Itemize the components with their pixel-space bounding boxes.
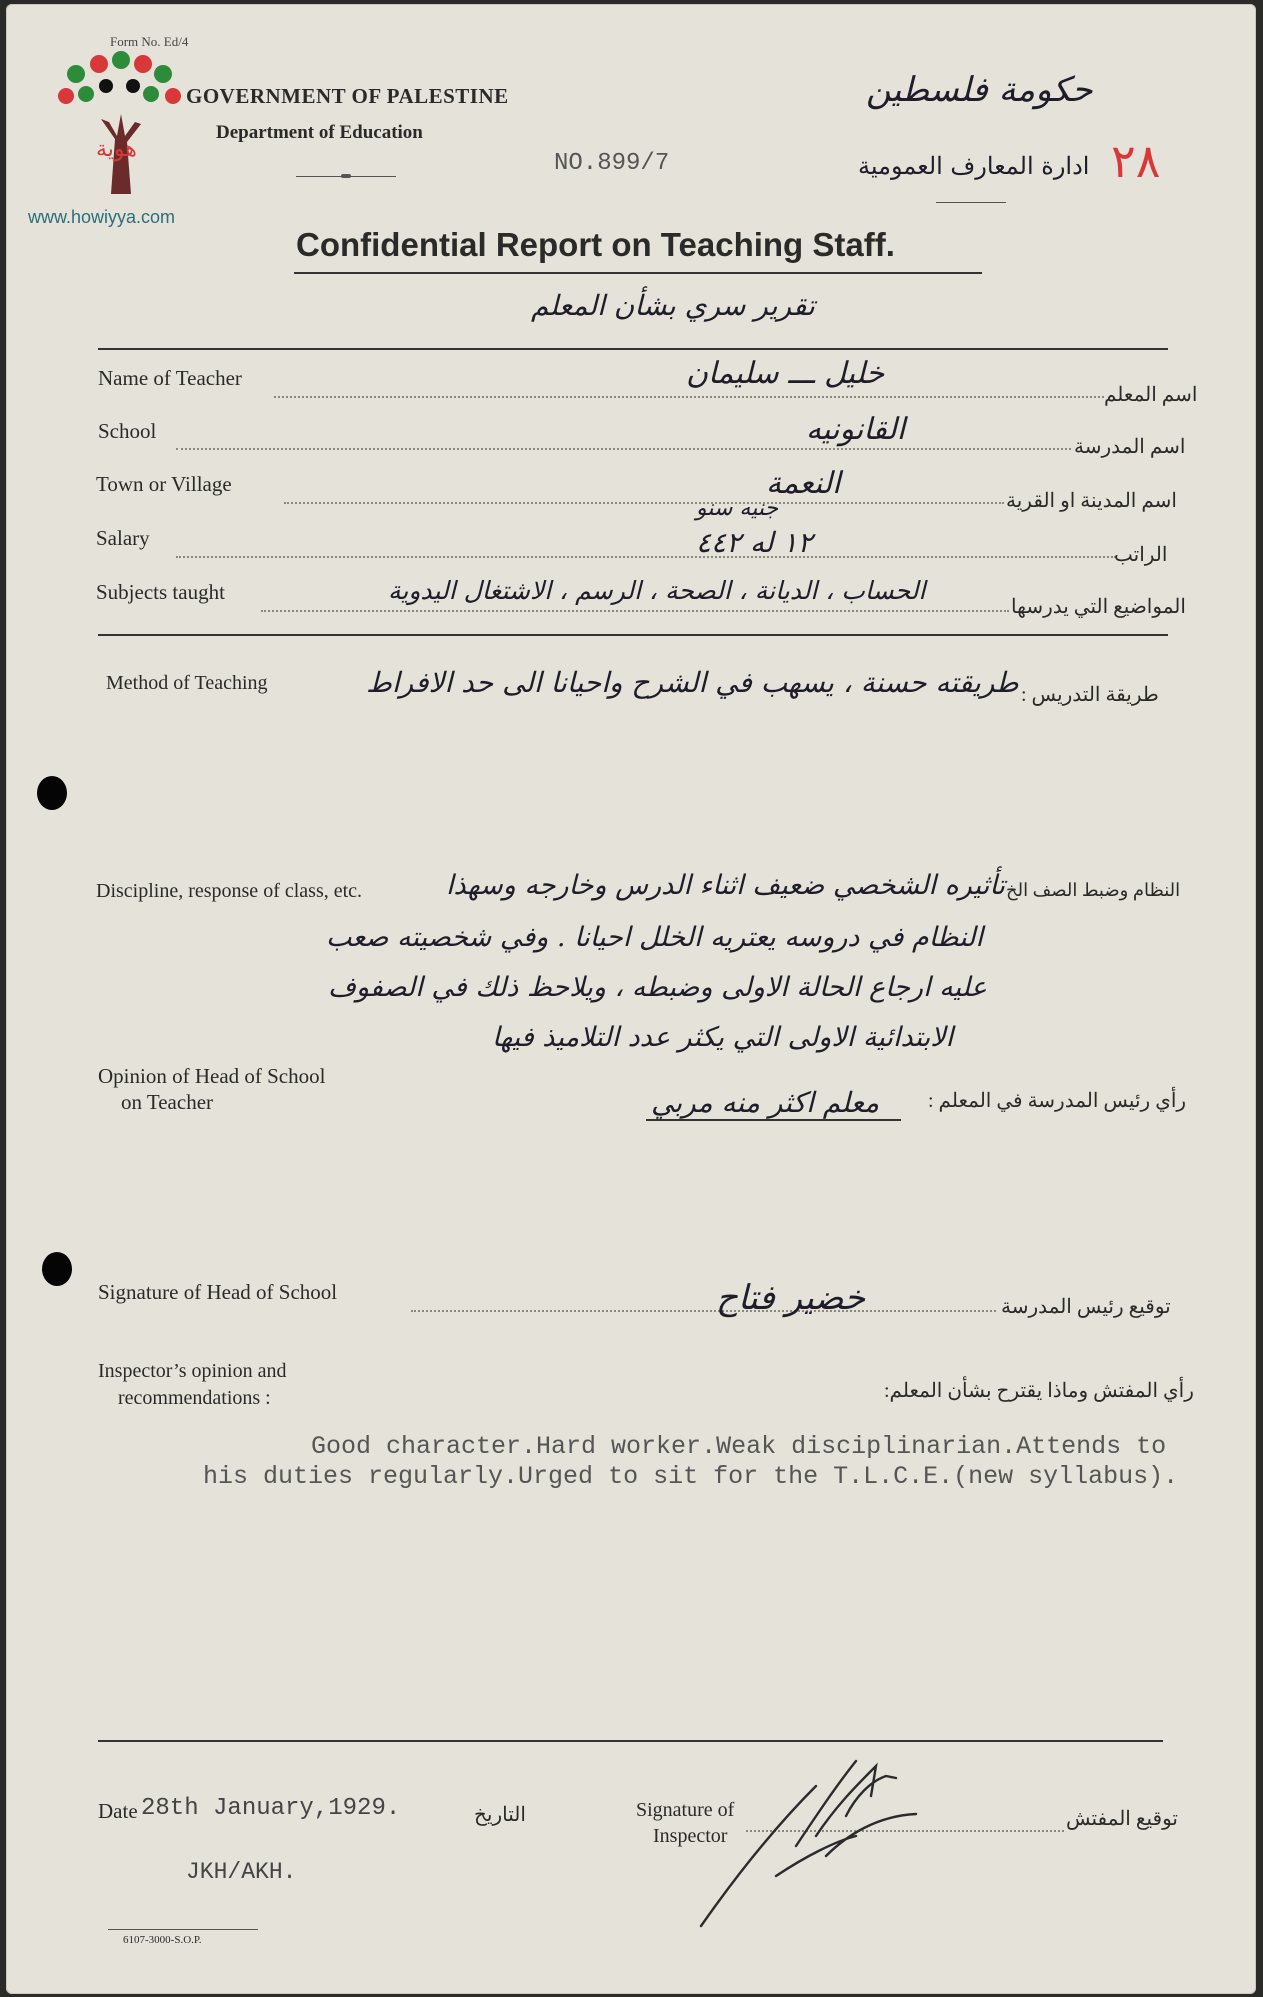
head-signature-line — [411, 1310, 996, 1312]
field-value-school: القانونيه — [806, 412, 906, 447]
inspector-opinion-text-1: Good character.Hard worker.Weak disciplinarian.Attends to — [311, 1432, 1167, 1461]
field-label-school-ar: اسم المدرسة — [1074, 436, 1186, 458]
title-underline — [294, 272, 982, 274]
head-opinion-underline — [646, 1119, 901, 1121]
head-opinion-value: معلم اكثر منه مربي — [651, 1086, 880, 1119]
report-title: Confidential Report on Teaching Staff. — [296, 226, 895, 263]
department-heading: Department of Education — [216, 122, 423, 143]
field-line-name — [274, 396, 1104, 398]
field-line-salary — [176, 556, 1116, 558]
watermark-text: هوية — [96, 137, 137, 162]
field-value-salary: ١٢ له ٤٤٢ — [696, 526, 813, 559]
head-opinion-label: Opinion of Head of School — [98, 1064, 326, 1088]
inspector-signature-label-2: Inspector — [653, 1825, 728, 1847]
inspector-opinion-text-2: his duties regularly.Urged to sit for the T.L.C.E.(new syllabus). — [203, 1462, 1179, 1491]
header-divider-ar — [936, 202, 1006, 203]
field-line-school — [176, 448, 1071, 450]
reference-number: NO.899/7 — [554, 150, 670, 177]
initials: JKH/AKH. — [186, 1859, 297, 1885]
method-label-ar: طريقة التدريس : — [1021, 684, 1159, 706]
header-divider-en — [296, 176, 396, 177]
head-signature-label: Signature of Head of School — [98, 1280, 338, 1304]
date-label: Date — [98, 1799, 138, 1823]
discipline-line-4: الابتدائية الاولى التي يكثر عدد التلاميذ فيها — [492, 1022, 954, 1053]
inspector-opinion-label-ar: رأي المفتش وماذا يقترح بشأن المعلم: — [884, 1380, 1194, 1402]
government-heading: GOVERNMENT OF PALESTINE — [186, 84, 509, 108]
field-line-town — [284, 502, 1004, 504]
head-opinion-label-2: on Teacher — [121, 1090, 214, 1114]
punch-hole-top — [37, 776, 67, 810]
inspector-signature-scribble — [696, 1756, 936, 1931]
method-value: طريقته حسنة ، يسهب في الشرح واحيانا الى حد الافراط — [366, 666, 1019, 699]
field-value-town: النعمة — [766, 466, 841, 501]
section-rule-bottom — [98, 1740, 1163, 1742]
section-rule-fields — [98, 634, 1168, 636]
field-label-town-ar: اسم المدينة او القرية — [1006, 490, 1177, 512]
section-rule-top — [98, 348, 1168, 350]
discipline-line-3: عليه ارجاع الحالة الاولى وضبطه ، ويلاحظ ذلك في الصفوف — [328, 972, 987, 1003]
field-value-subjects: الحساب ، الديانة ، الصحة ، الرسم ، الاشتغال اليدوية — [388, 576, 926, 605]
discipline-line-2: النظام في دروسه يعتريه الخلل احيانا . وفي شخصيته صعب — [326, 922, 983, 953]
red-margin-mark: ٢٨ — [1111, 134, 1161, 188]
discipline-label: Discipline, response of class, etc. — [96, 880, 363, 902]
field-line-subjects — [261, 610, 1009, 612]
field-label-salary: Salary — [96, 526, 150, 550]
head-signature-label-ar: توقيع رئيس المدرسة — [1001, 1296, 1171, 1318]
inspector-opinion-label: Inspector’s opinion and — [98, 1360, 287, 1382]
field-label-name: Name of Teacher — [98, 366, 242, 390]
discipline-line-1: تأثيره الشخصي ضعيف اثناء الدرس وخارجه وسهذا — [446, 870, 1006, 901]
report-title-ar: تقرير سري بشأن المعلم — [531, 289, 815, 322]
field-label-town: Town or Village — [96, 472, 232, 496]
punch-hole-bottom — [42, 1252, 72, 1286]
date-label-ar: التاريخ — [474, 1804, 526, 1826]
field-label-name-ar: اسم المعلم — [1104, 384, 1198, 406]
inspector-signature-label-ar: توقيع المفتش — [1066, 1808, 1179, 1830]
method-label: Method of Teaching — [106, 672, 268, 694]
document-page — [6, 4, 1256, 1994]
field-value-salary-note: جنيه سنو — [696, 496, 779, 521]
inspector-signature-label: Signature of — [636, 1799, 735, 1821]
head-opinion-label-ar: رأي رئيس المدرسة في المعلم : — [928, 1090, 1187, 1112]
field-label-subjects: Subjects taught — [96, 580, 225, 604]
howiyya-watermark-logo — [51, 44, 186, 194]
print-code: 6107-3000-S.O.P. — [123, 1934, 202, 1946]
print-code-rule — [108, 1929, 258, 1930]
field-label-subjects-ar: المواضيع التي يدرسها — [1011, 596, 1186, 618]
date-value: 28th January,1929. — [141, 1795, 401, 1822]
field-label-school: School — [98, 419, 157, 443]
inspector-opinion-label-2: recommendations : — [118, 1387, 271, 1409]
field-value-name: خليل ـــ سليمان — [686, 356, 885, 391]
field-label-salary-ar: الراتب — [1114, 544, 1168, 566]
head-signature-value: خضير فتاح — [716, 1278, 866, 1318]
form-number: Form No. Ed/4 — [110, 34, 189, 49]
discipline-label-ar: النظام وضبط الصف الخ — [1006, 880, 1181, 900]
watermark-site: www.howiyya.com — [28, 207, 176, 227]
department-heading-ar: ادارة المعارف العمومية — [858, 152, 1090, 180]
government-heading-ar: حكومة فلسطين — [866, 70, 1093, 110]
